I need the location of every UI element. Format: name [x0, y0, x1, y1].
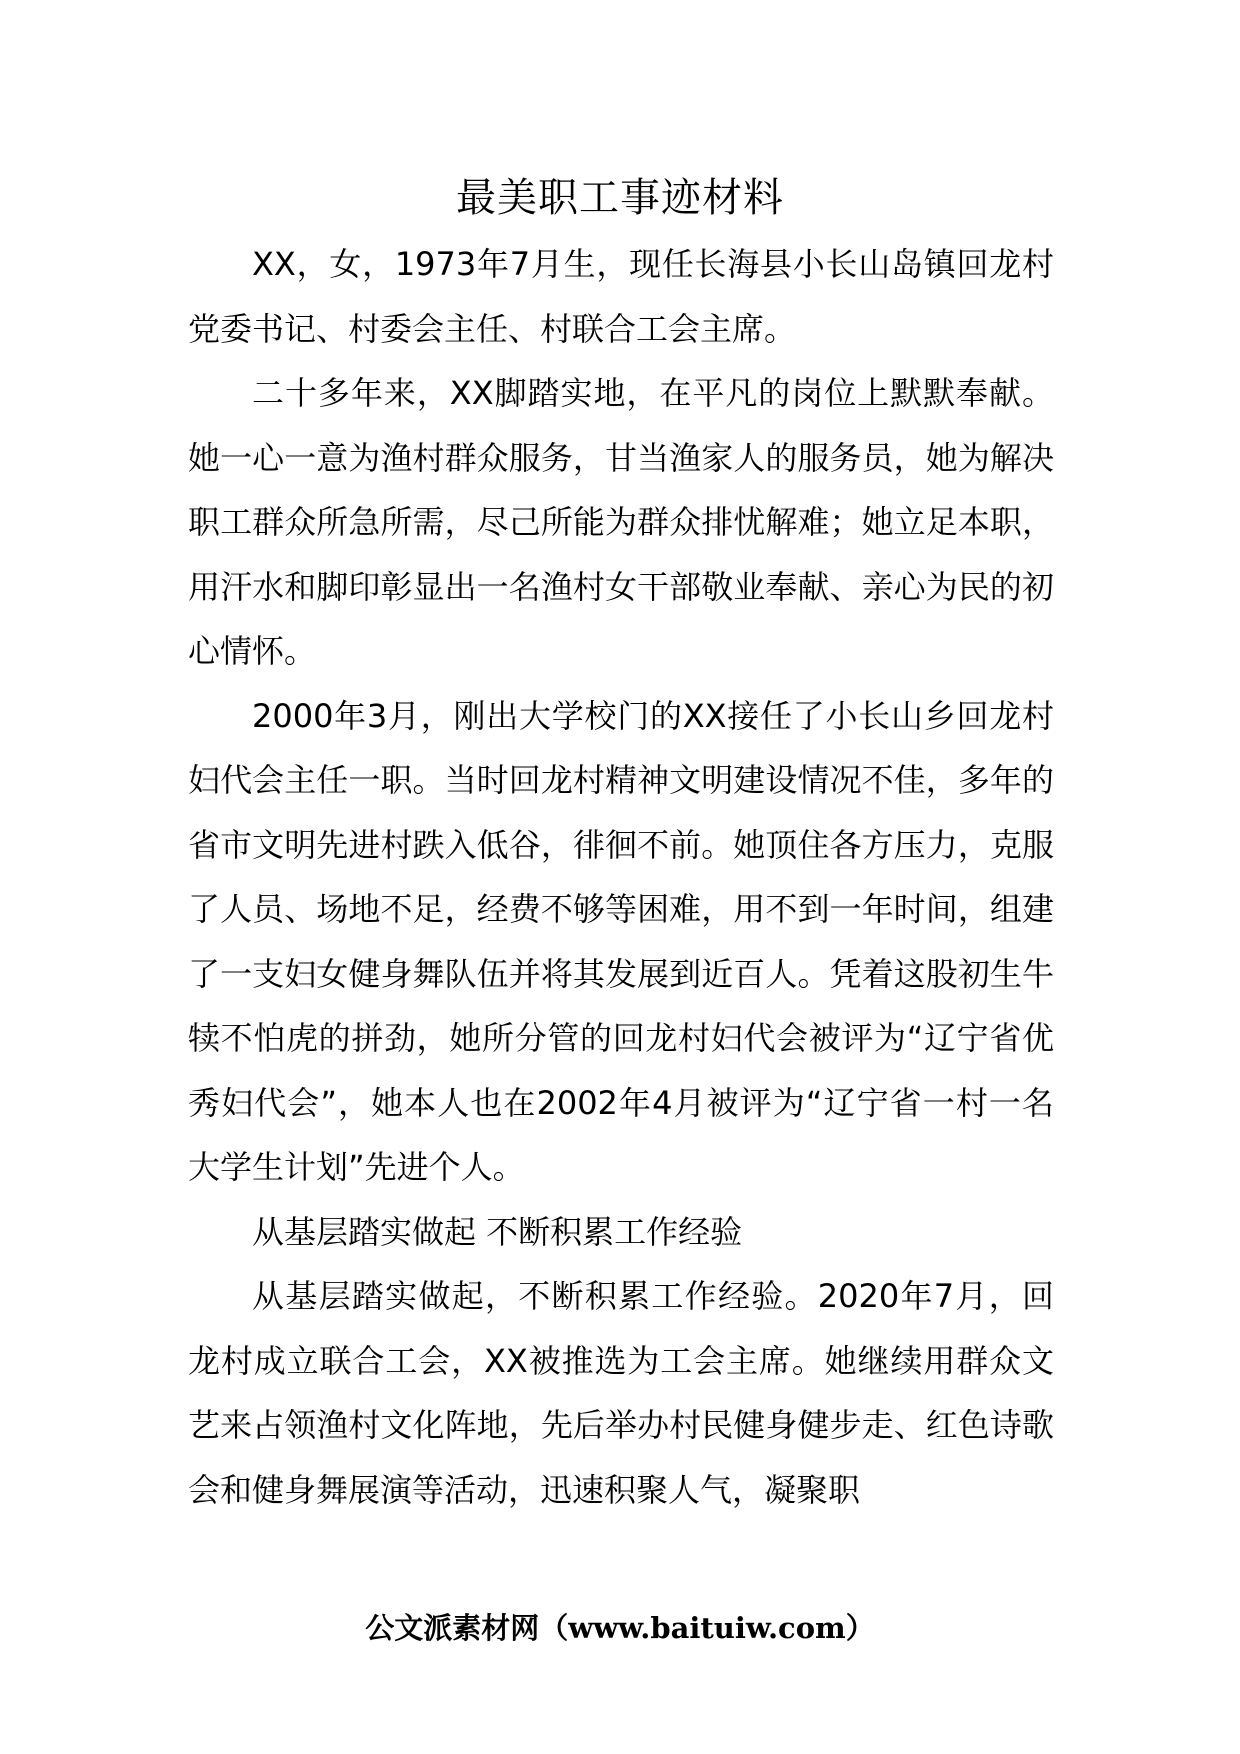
document-body [188, 232, 1054, 1522]
section-heading: 从基层踏实做起 不断积累工作经验 [252, 1212, 743, 1251]
paragraph-2020-union: 从基层踏实做起，不断积累工作经验。2020年7月，回龙村成立联合工会，XX被推选为工会主席。她继续用群众文艺来占领渔村文化阵地，先后举办村民健身健步走、红色诗歌会和健身舞展演等活动，迅速积聚人气，凝聚职 [188, 1277, 1054, 1509]
footer-watermark: 公文派素材网（www.baituiw.com） [365, 1611, 875, 1645]
paragraph-2000-career: 2000年3月，刚出大学校门的XX接任了小长山乡回龙村妇代会主任一职。当时回龙村精神文明建设情况不佳，多年的省市文明先进村跌入低谷，徘徊不前。她顶住各方压力，克服了人员、场地不足，经费不够等困难，用不到一年时间，组建了一支妇女健身舞队伍并将其发展到近百人。凭着这股初生牛犊不怕虎的拼劲，她所分管的回龙村妇代会被评为“辽宁省优秀妇代会”，她本人也在2002年4月被评为“辽宁省一村一名大学生计划”先进个人。 [188, 696, 1054, 1186]
paragraph-intro: XX，女，1973年7月生，现任长海县小长山岛镇回龙村党委书记、村委会主任、村联合工会主席。 [188, 245, 1054, 348]
paragraph-overview: 二十多年来，XX脚踏实地，在平凡的岗位上默默奉献。她一心一意为渔村群众服务，甘当渔家人的服务员，她为解决职工群众所急所需，尽己所能为群众排忧解难；她立足本职，用汗水和脚印彰显出一名渔村女干部敬业奉献、亲心为民的初心情怀。 [188, 374, 1054, 670]
document-title: 最美职工事迹材料 [456, 175, 784, 221]
